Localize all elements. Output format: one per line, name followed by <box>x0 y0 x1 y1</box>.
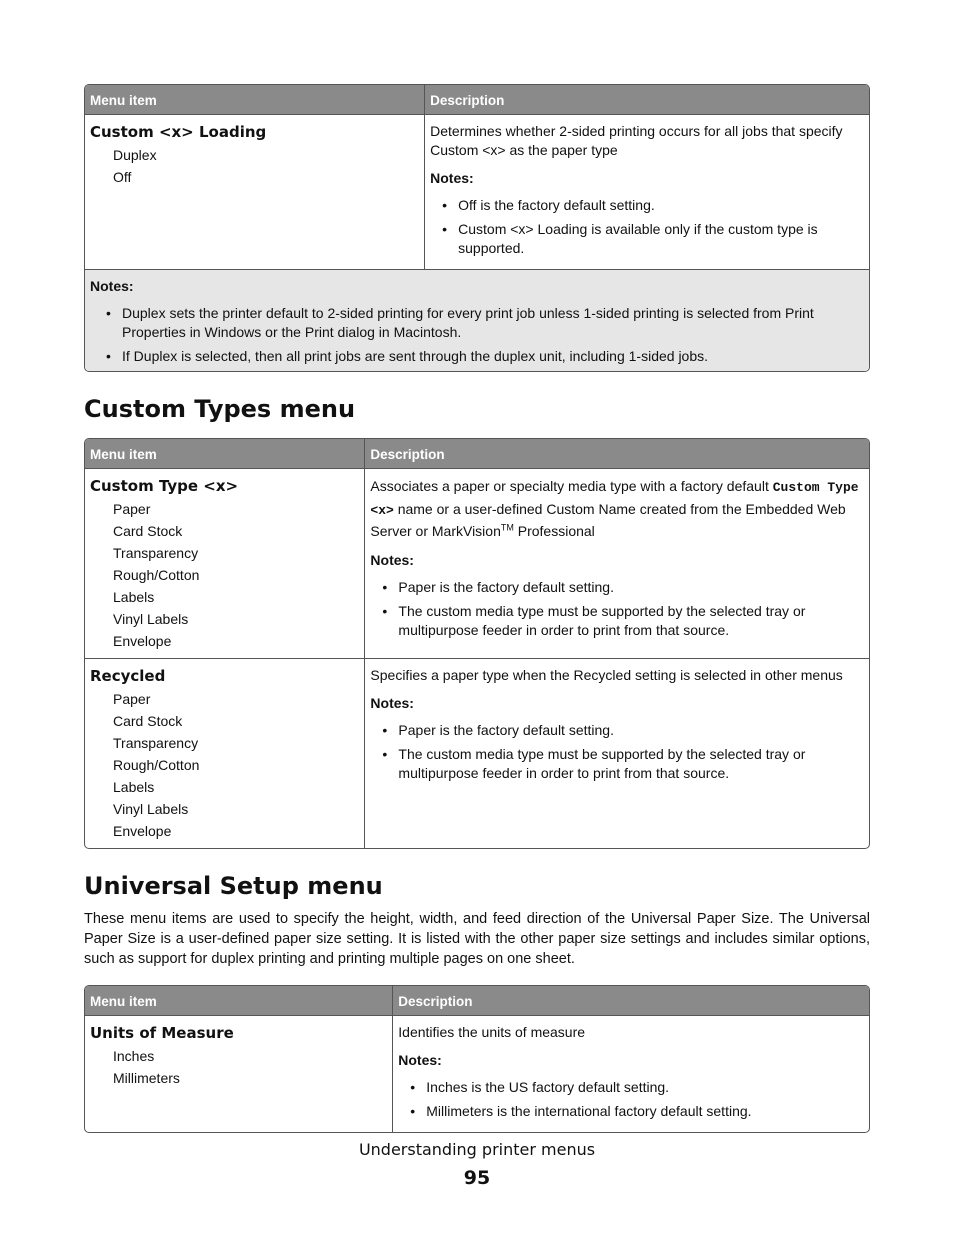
table-row <box>85 658 869 848</box>
menu-item-title: Recycled <box>90 667 166 685</box>
description-cell <box>392 1015 869 1132</box>
menu-option: Transparency <box>113 545 199 561</box>
menu-option: Vinyl Labels <box>113 801 189 817</box>
notes-label: Notes: <box>90 278 134 294</box>
menu-item-cell <box>85 468 364 658</box>
description-cell <box>424 114 869 269</box>
description-part: name or a user-defined Custom Name created from the Embedded Web Server or MarkVision <box>370 500 846 539</box>
notes-label: Notes: <box>430 170 474 186</box>
duplex-menu-table <box>84 84 870 372</box>
menu-option: Millimeters <box>113 1070 180 1086</box>
menu-item-cell <box>85 1015 392 1132</box>
menu-option: Paper <box>113 501 151 517</box>
notes-list <box>370 578 864 640</box>
intro-paragraph: These menu items are used to specify the height, width, and feed direction of the Universal Paper Size. The Universal Paper Size is a user-defined paper size setting. It is listed with the other paper size settings and includes similar options, such as support for duplex printing and printing multiple pages on one sheet. <box>84 911 870 967</box>
table-row <box>85 114 869 269</box>
description-part: Professional <box>513 523 595 539</box>
page-number: 95 <box>463 1167 491 1189</box>
menu-option: Paper <box>113 691 151 707</box>
menu-item-cell <box>85 114 424 269</box>
notes-list <box>370 721 864 783</box>
description-cell <box>364 468 869 658</box>
column-header-menu-item: Menu item <box>85 986 392 1015</box>
list-item: • Custom <x> Loading is available only if the custom type is supported. <box>430 220 864 258</box>
list-item: • Paper is the factory default setting. <box>370 721 864 740</box>
notes-list <box>90 304 864 366</box>
list-item: • The custom media type must be supported by the selected tray or multipurpose feeder in order to print from that source. <box>370 745 864 783</box>
description-part: Associates a paper or specialty media type with a factory default <box>370 478 773 494</box>
menu-item-title: Custom <x> Loading <box>90 123 267 141</box>
description-cell <box>364 658 869 848</box>
description-text: Specifies a paper type when the Recycled setting is selected in other menus <box>370 667 843 683</box>
list-item: • Duplex sets the printer default to 2-sided printing for every print job unless 1-sided printing is selected from Print Properties in Windows or the Print dialog in Macintosh. <box>90 304 864 342</box>
notes-label: Notes: <box>370 695 414 711</box>
menu-option: Duplex <box>113 147 157 163</box>
table-row <box>85 1015 869 1132</box>
shared-notes-cell <box>85 269 869 371</box>
menu-item-cell <box>85 658 364 848</box>
description-text <box>370 476 864 542</box>
list-item: • If Duplex is selected, then all print jobs are sent through the duplex unit, including 1-sided jobs. <box>90 347 864 366</box>
column-header-description: Description <box>364 439 869 468</box>
footer-title: Understanding printer menus <box>358 1140 596 1159</box>
description-text: Determines whether 2-sided printing occurs for all jobs that specify Custom <x> as the paper type <box>430 123 843 158</box>
list-item: • Millimeters is the international factory default setting. <box>398 1102 864 1121</box>
menu-option: Transparency <box>113 735 199 751</box>
menu-option: Envelope <box>113 823 172 839</box>
notes-list <box>398 1078 864 1121</box>
menu-option: Card Stock <box>113 713 183 729</box>
description-text: Identifies the units of measure <box>398 1024 586 1040</box>
menu-option: Rough/Cotton <box>113 567 200 583</box>
notes-label: Notes: <box>370 551 414 568</box>
menu-option: Off <box>113 169 132 185</box>
notes-label: Notes: <box>398 1052 442 1068</box>
menu-option: Vinyl Labels <box>113 611 189 627</box>
section-heading: Custom Types menu <box>84 395 356 423</box>
column-header-description: Description <box>392 986 869 1015</box>
menu-item-title: Units of Measure <box>90 1024 234 1042</box>
menu-option: Rough/Cotton <box>113 757 200 773</box>
menu-option: Labels <box>113 779 155 795</box>
section-heading: Universal Setup menu <box>84 872 383 900</box>
column-header-menu-item: Menu item <box>85 85 424 114</box>
table-row <box>85 269 869 371</box>
column-header-menu-item: Menu item <box>85 439 364 468</box>
menu-item-title: Custom Type <x> <box>90 477 239 495</box>
universal-setup-table <box>84 985 870 1133</box>
code-text: Custom Type <x> <box>370 480 859 518</box>
menu-option: Card Stock <box>113 523 183 539</box>
notes-list <box>430 196 864 258</box>
custom-types-table <box>84 438 870 849</box>
menu-option: Inches <box>113 1048 155 1064</box>
list-item: • The custom media type must be supported by the selected tray or multipurpose feeder in order to print from that source. <box>370 602 864 640</box>
list-item: • Off is the factory default setting. <box>430 196 864 215</box>
menu-option: Envelope <box>113 633 172 649</box>
trademark-mark: TM <box>500 522 514 533</box>
list-item: • Paper is the factory default setting. <box>370 578 864 597</box>
table-row <box>85 468 869 658</box>
list-item: • Inches is the US factory default setting. <box>398 1078 864 1097</box>
menu-option: Labels <box>113 589 155 605</box>
column-header-description: Description <box>424 85 869 114</box>
page-content <box>84 84 870 1133</box>
